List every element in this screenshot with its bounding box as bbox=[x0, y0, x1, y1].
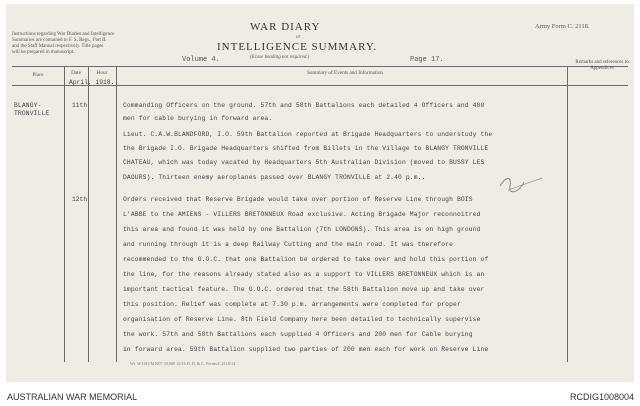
entry-line: important tactical feature. The G.O.C. ordered that the 58th Battalion move up and take over bbox=[123, 286, 485, 293]
entry-date: 11th bbox=[72, 102, 88, 109]
instructions-line: and the Staff Manual respectively. Title pages bbox=[12, 44, 104, 49]
entry-line: Orders received that Reserve Brigade would take over portion of Reserve Line through BOIS bbox=[123, 196, 473, 203]
title-war-diary: WAR DIARY bbox=[250, 21, 321, 33]
army-form-number: Army Form C. 2118. bbox=[535, 23, 590, 30]
column-header-place: Place bbox=[32, 72, 44, 78]
entry-line: this position. Relief was complete at 7.30 p.m. arrangements were completed for proper bbox=[123, 301, 461, 308]
instructions-line: Instructions regarding War Diaries and Intelligence bbox=[12, 32, 115, 37]
instructions-line: will be prepared in manuscript. bbox=[12, 50, 75, 55]
column-divider-date bbox=[88, 66, 89, 362]
column-header-hour: Hour bbox=[96, 70, 108, 76]
entry-line: CHATEAU, which was today vacated by Headquarters 5th Australian Division (moved to BUSSY LES bbox=[123, 159, 485, 166]
header-top-rule bbox=[12, 66, 628, 67]
title-intelligence-summary: INTELLIGENCE SUMMARY. bbox=[217, 41, 378, 53]
instructions-block bbox=[12, 32, 114, 56]
entry-line: Lieut. C.A.W.BLANDFORD, I.O. 59th Battalion reported at Brigade Headquarters to understudy the bbox=[123, 131, 493, 138]
entry-line: men for cable burying in forward area. bbox=[123, 115, 273, 122]
entry-date: 12th bbox=[72, 196, 88, 203]
column-header-remarks: Remarks and references to Appendices bbox=[575, 60, 629, 71]
entry-line: the line, for the reasons already stated also as a support to VILLERS BRETONNEUX which is an bbox=[123, 271, 485, 278]
column-header-summary: Summary of Events and Information bbox=[306, 70, 384, 76]
entry-line: L'ABBE to the AMIENS - VILLERS BRETONNEUX Road exclusive. Acting Brigade Major reconnoitred bbox=[123, 211, 481, 218]
credit-record-id: RCDIG1008004 bbox=[569, 392, 634, 402]
month-year: April, 1918. bbox=[69, 79, 115, 86]
entry-line: in forward area. 59th Battalion supplied two parties of 200 men each for work on Reserve Line bbox=[123, 346, 489, 353]
pencil-annotation-mark bbox=[498, 172, 546, 194]
title-erase-note: (Erase heading not required.) bbox=[250, 55, 310, 60]
page-number: Page 17. bbox=[410, 56, 444, 64]
printer-imprint: Wt. W1181/M1007 30,000 12/16 D. D. & L. Forms/C.2118/14. bbox=[130, 361, 237, 366]
volume-label: Volume 4. bbox=[182, 56, 220, 64]
instructions-line: Summaries are contained in F. S. Regs., Part II. bbox=[12, 38, 107, 43]
column-divider-hour bbox=[116, 66, 117, 362]
credit-institution: AUSTRALIAN WAR MEMORIAL bbox=[7, 392, 138, 402]
entry-line: the work. 57th and 58th Battalions each supplied 4 Officers and 200 men for Cable burying bbox=[123, 331, 473, 338]
column-divider-summary bbox=[567, 66, 568, 362]
entry-line: organisation of Reserve Line. 8th Field Company here been detailed to technically supervise bbox=[123, 316, 481, 323]
place-line: TRONVILLE bbox=[14, 110, 50, 117]
entry-line: recommended to the G.O.C. that one Battalion be ordered to take over and hold this portion of bbox=[123, 256, 489, 263]
entry-line: this area and found it was held by one Battalion (7th LONDONS). This area is on high ground bbox=[123, 226, 481, 233]
entry-line: the Brigade I.O. Brigade Headquarters shifted from Billets in the Village to BLANGY TRONVILLE bbox=[123, 145, 489, 152]
entry-line: Commanding Officers on the ground. 57th and 58th Battalions each detailed 4 Officers and 400 bbox=[123, 102, 485, 109]
title-or: or bbox=[296, 35, 301, 40]
column-header-date: Date bbox=[71, 70, 81, 76]
entry-line: DAOURS). Thirteen enemy aeroplanes passed over BLANGY TRONVILLE at 2.40 p.m.. bbox=[123, 174, 426, 181]
entry-line: and running through it is a deep Railway Cutting and the main road. It was therefore bbox=[123, 241, 454, 248]
column-divider-place bbox=[64, 66, 65, 362]
place-line: BLANGY- bbox=[14, 102, 42, 109]
